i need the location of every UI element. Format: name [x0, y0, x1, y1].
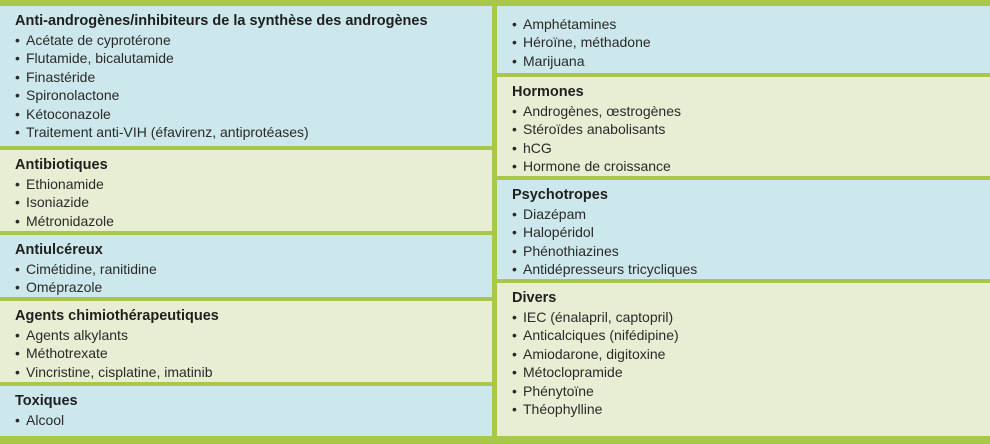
section-chemotherapy — [0, 301, 492, 382]
list-item: • hCG — [512, 139, 990, 157]
section-toxics — [0, 386, 492, 436]
list-item: • Agents alkylants — [15, 326, 492, 344]
item-list — [15, 175, 492, 230]
section-title: Toxiques — [15, 393, 78, 409]
item-list — [15, 260, 492, 297]
list-item: • Métronidazole — [15, 212, 492, 230]
section-psychotropes — [497, 180, 990, 279]
section-drugs-continued — [497, 6, 990, 73]
list-item: • Androgènes, œstrogènes — [512, 102, 990, 120]
section-anti-androgens — [0, 6, 492, 146]
list-item: • Métoclopramide — [512, 363, 990, 381]
list-item: • Méthotrexate — [15, 344, 492, 362]
list-item: • Cimétidine, ranitidine — [15, 260, 492, 278]
list-item: • Oméprazole — [15, 278, 492, 296]
list-item: • Diazépam — [512, 205, 990, 223]
section-antibiotics — [0, 150, 492, 231]
list-item: • Halopéridol — [512, 223, 990, 241]
section-title: Antiulcéreux — [15, 242, 103, 258]
section-hormones — [497, 77, 990, 176]
list-item: • Amphétamines — [512, 15, 990, 33]
section-title: Agents chimiothérapeutiques — [15, 308, 219, 324]
list-item: • Amiodarone, digitoxine — [512, 345, 990, 363]
item-list — [512, 15, 990, 70]
list-item: • Acétate de cyprotérone — [15, 31, 492, 49]
list-item: • Flutamide, bicalutamide — [15, 49, 492, 67]
list-item: • Isoniazide — [15, 193, 492, 211]
item-list — [512, 102, 990, 176]
list-item: • Kétoconazole — [15, 105, 492, 123]
item-list — [512, 205, 990, 279]
section-title: Antibiotiques — [15, 157, 108, 173]
list-item: • Ethionamide — [15, 175, 492, 193]
section-antiulcer — [0, 235, 492, 297]
list-item: • Marijuana — [512, 52, 990, 70]
list-item: • Vincristine, cisplatine, imatinib — [15, 363, 492, 381]
list-item: • Théophylline — [512, 400, 990, 418]
section-title: Psychotropes — [512, 187, 608, 203]
list-item: • Hormone de croissance — [512, 157, 990, 175]
list-item: • Phénytoïne — [512, 382, 990, 400]
list-item: • Héroïne, méthadone — [512, 33, 990, 51]
list-item: • Alcool — [15, 411, 492, 429]
list-item: • Stéroïdes anabolisants — [512, 120, 990, 138]
section-title: Hormones — [512, 84, 584, 100]
list-item: • Traitement anti-VIH (éfavirenz, antiprotéases) — [15, 123, 492, 141]
item-list — [512, 308, 990, 418]
list-item: • Spironolactone — [15, 86, 492, 104]
item-list — [15, 31, 492, 141]
list-item: • Anticalciques (nifédipine) — [512, 326, 990, 344]
item-list — [15, 411, 492, 429]
section-title: Divers — [512, 290, 557, 306]
section-miscellaneous — [497, 283, 990, 436]
item-list — [15, 326, 492, 381]
list-item: • IEC (énalapril, captopril) — [512, 308, 990, 326]
list-item: • Antidépresseurs tricycliques — [512, 260, 990, 278]
list-item: • Phénothiazines — [512, 242, 990, 260]
section-title: Anti-androgènes/inhibiteurs de la synthèse des androgènes — [15, 13, 428, 29]
list-item: • Finastéride — [15, 68, 492, 86]
